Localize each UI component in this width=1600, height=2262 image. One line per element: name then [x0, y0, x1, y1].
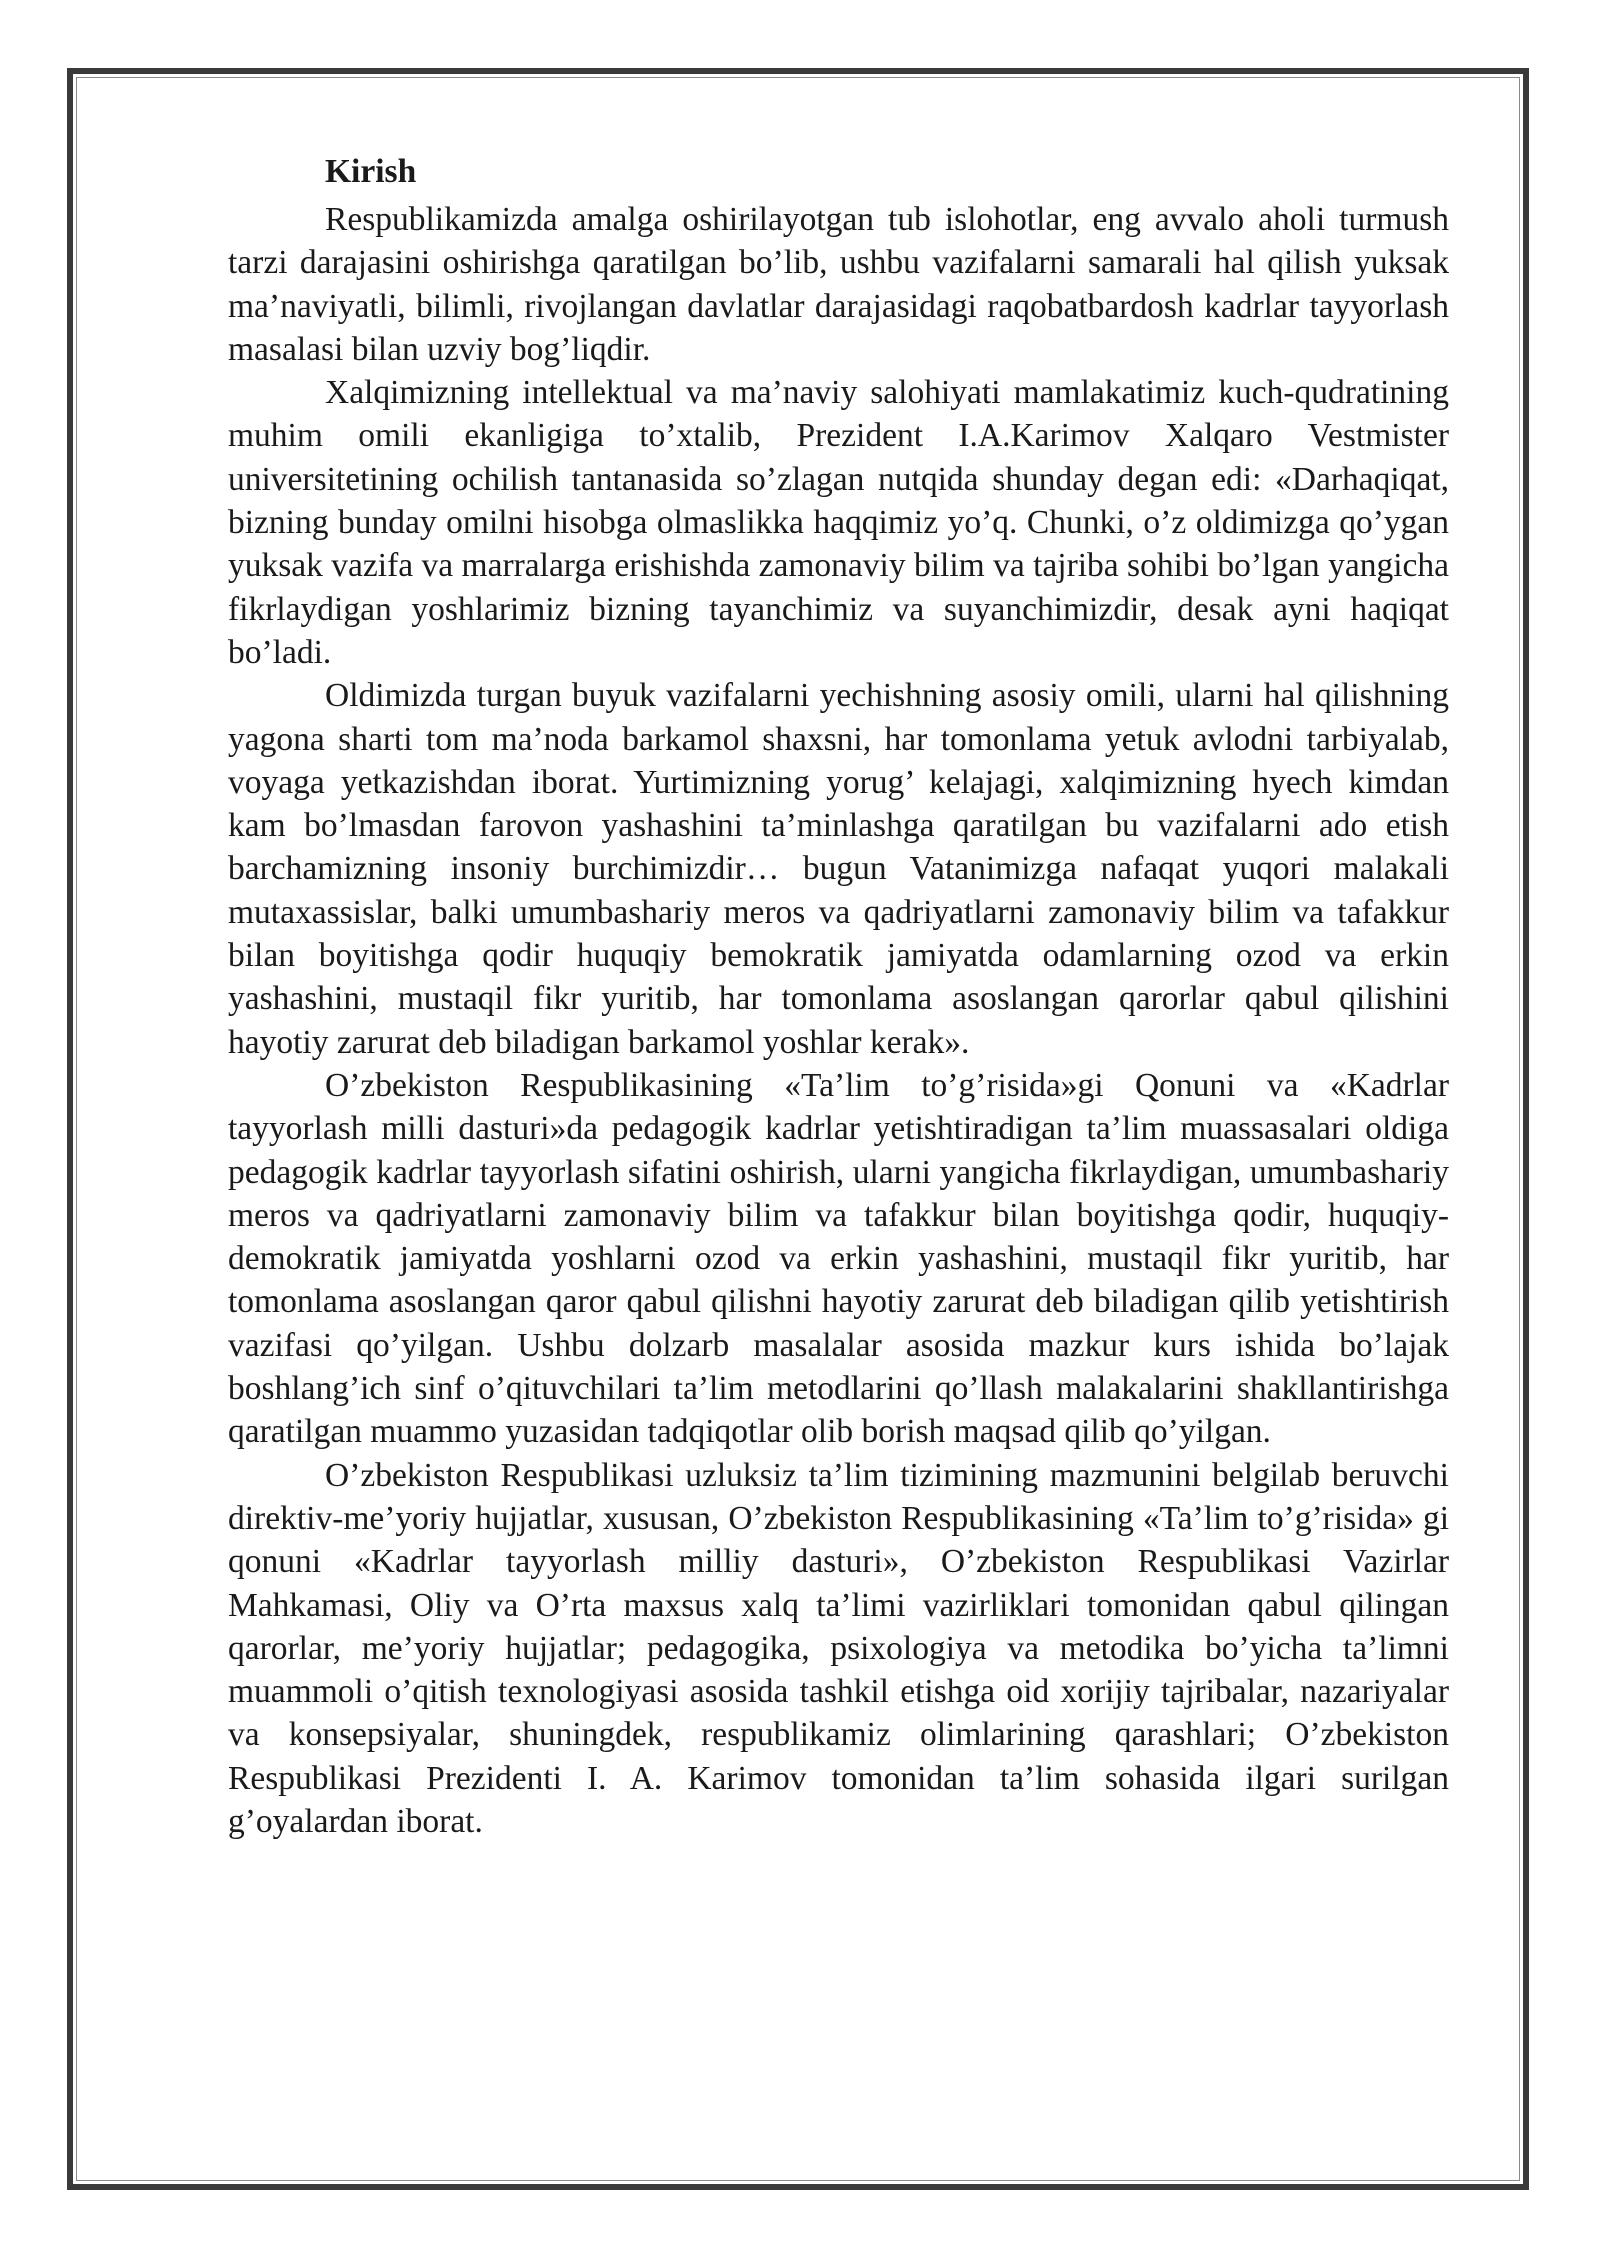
- section-heading: Kirish: [325, 153, 417, 190]
- paragraph: Xalqimizning intellektual va ma’naviy salohiyati mamlakatimiz kuch-qudratining muhim omili ekanligiga to’xtalib, Prezident I.A.Karimov Xalqaro Vestmister universitetining ochilish tantanasida so’zlagan nutqida shunday degan edi: «Darhaqiqat, bizning bunday omilni hisobga olmaslikka haqqimiz yo’q. Chunki, o’z oldimizga qo’ygan yuksak vazifa va marralarga erishishda zamonaviy bilim va tajriba sohibi bo’lgan yangicha fikrlaydigan yoshlarimiz bizning tayanchimiz va suyanchimizdir, desak ayni haqiqat bo’ladi.: [228, 374, 1449, 671]
- paragraph: Respublikamizda amalga oshirilayotgan tub islohotlar, eng avvalo aholi turmush tarzi darajasini oshirishga qaratilgan bo’lib, ushbu vazifalarni samarali hal qilish yuksak ma’naviyatli, bilimli, rivojlangan davlatlar darajasidagi raqobatbardosh kadrlar tayyorlash masalasi bilan uzviy bog’liqdir.: [228, 201, 1449, 368]
- paragraph: O’zbekiston Respublikasining «Ta’lim to’g’risida»gi Qonuni va «Kadrlar tayyorlash milli dasturi»da pedagogik kadrlar yetishtiradigan ta’lim muassasalari oldiga pedagogik kadrlar tayyorlash sifatini oshirish, ularni yangicha fikrlaydigan, umumbashariy meros va qadriyatlarni zamonaviy bilim va tafakkur bilan boyitishga qodir, huquqiy-demokratik jamiyatda yoshlarni ozod va erkin yashashini, mustaqil fikr yuritib, har tomonlama asoslangan qaror qabul qilishni hayotiy zarurat deb biladigan qilib yetishtirish vazifasi qo’yilgan. Ushbu dolzarb masalalar asosida mazkur kurs ishida bo’lajak boshlang’ich sinf o’qituvchilari ta’lim metodlarini qo’llash malakalarini shakllantirishga qaratilgan muammo yuzasidan tadqiqotlar olib borish maqsad qilib qo’yilgan.: [228, 1066, 1449, 1451]
- paragraph: O’zbekiston Respublikasi uzluksiz ta’lim tizimining mazmunini belgilab beruvchi direktiv-me’yoriy hujjatlar, xususan, O’zbekiston Respublikasining «Ta’lim to’g’risida» gi qonuni «Kadrlar tayyorlash milliy dasturi», O’zbekiston Respublikasi Vazirlar Mahkamasi, Oliy va O’rta maxsus xalq ta’limi vazirliklari tomonidan qabul qilingan qarorlar, me’yoriy hujjatlar; pedagogika, psixologiya va metodika bo’yicha ta’limni muammoli o’qitish texnologiyasi asosida tashkil etishga oid xorijiy tajribalar, nazariyalar va konsepsiyalar, shuningdek, respublikamiz olimlarining qarashlari; O’zbekiston Respublikasi Prezidenti I. A. Karimov tomonidan ta’lim sohasida ilgari surilgan g’oyalardan iborat.: [228, 1456, 1449, 1840]
- document-body: [228, 150, 1449, 1843]
- paragraph: Oldimizda turgan buyuk vazifalarni yechishning asosiy omili, ularni hal qilishning yagona sharti tom ma’noda barkamol shaxsni, har tomonlama yetuk avlodni tarbiyalab, voyaga yetkazishdan iborat. Yurtimizning yorug’ kelajagi, xalqimizning hyech kimdan kam bo’lmasdan farovon yashashini ta’minlashga qaratilgan bu vazifalarni ado etish barchamizning insoniy burchimizdir… bugun Vatanimizga nafaqat yuqori malakali mutaxassislar, balki umumbashariy meros va qadriyatlarni zamonaviy bilim va tafakkur bilan boyitishga qodir huquqiy bemokratik jamiyatda odamlarning ozod va erkin yashashini, mustaqil fikr yuritib, har tomonlama asoslangan qarorlar qabul qilishini hayotiy zarurat deb biladigan barkamol yoshlar kerak».: [228, 677, 1449, 1061]
